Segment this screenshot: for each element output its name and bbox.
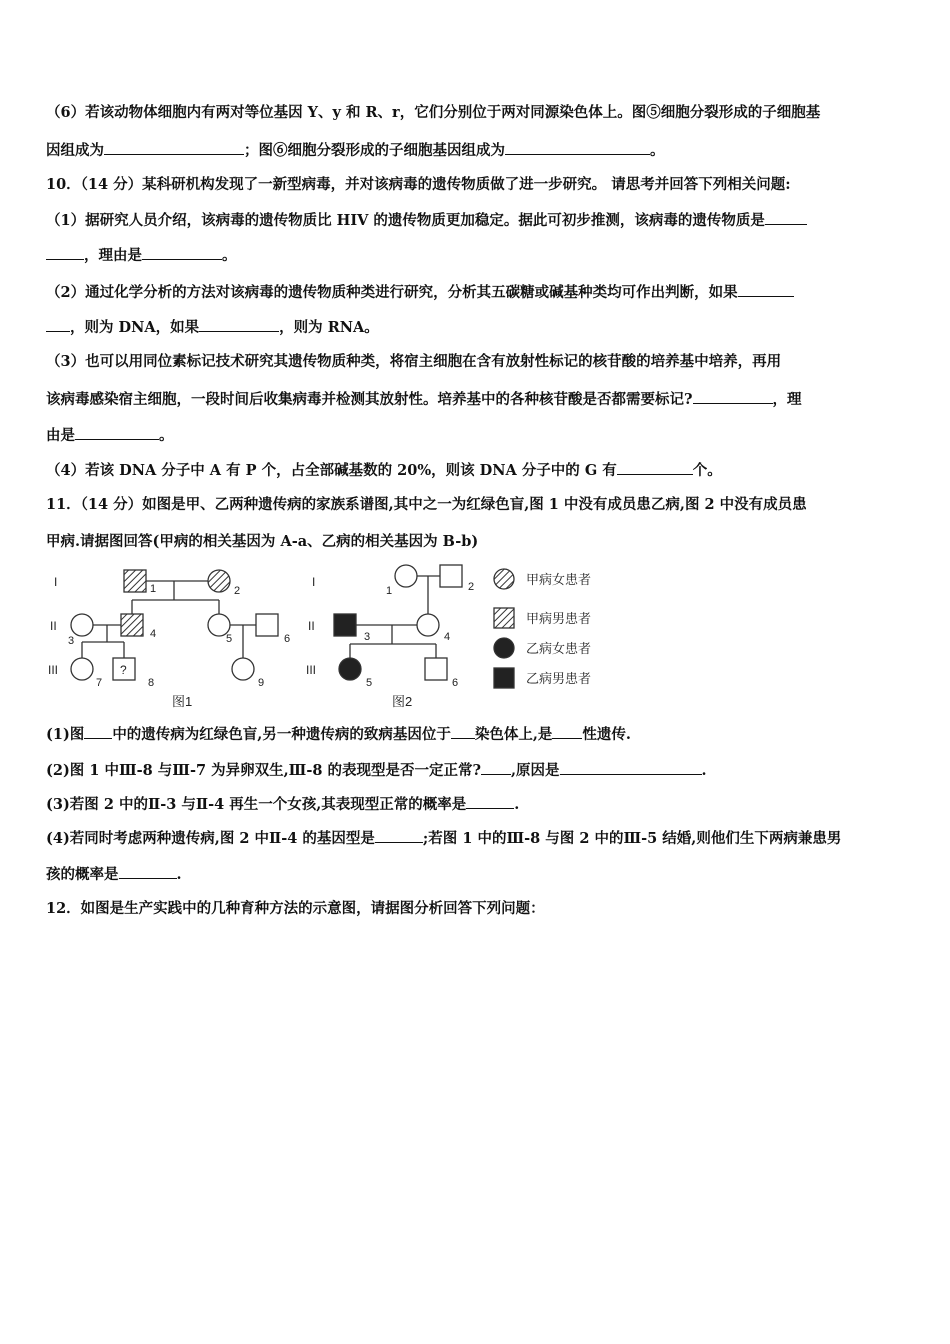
answer-blank[interactable] <box>451 724 475 739</box>
fig1-i2-affected-female <box>208 570 230 592</box>
fig2-num-6: 6 <box>452 677 459 689</box>
answer-blank[interactable] <box>617 460 693 475</box>
fig2-iii6-male <box>425 658 447 680</box>
q11-header2: 甲病.请据图回答(甲病的相关基因为 A-a、乙病的相关基因为 B-b) <box>46 533 479 550</box>
q12-header: 12．如图是生产实践中的几种育种方法的示意图，请据图分析回答下列问题： <box>46 900 545 917</box>
answer-blank[interactable] <box>46 317 70 332</box>
fig2-num-4: 4 <box>444 631 451 643</box>
q11-s3: (3)若图 2 中的Ⅱ-3 与Ⅱ-4 再生一个女孩,其表现型正常的概率是 . <box>46 796 520 813</box>
fig1-iii7-female <box>71 658 93 680</box>
answer-blank[interactable] <box>738 282 794 297</box>
fig1-num-6: 6 <box>284 633 291 645</box>
answer-blank[interactable] <box>199 317 279 332</box>
answer-blank[interactable] <box>505 140 650 155</box>
fig2-num-1: 1 <box>386 585 393 597</box>
answer-blank[interactable] <box>46 245 84 260</box>
legend-label: 乙病女患者 <box>526 641 592 656</box>
fig1-num-5: 5 <box>226 633 233 645</box>
q10-p1-line2: ，理由是 。 <box>46 245 906 266</box>
fig1-num-4: 4 <box>150 628 157 640</box>
answer-blank[interactable] <box>693 389 773 404</box>
fig2-iii5-affected-female <box>339 658 361 680</box>
fig1-ii3-female <box>71 614 93 636</box>
fig1-caption: 图1 <box>172 694 193 709</box>
fig2-num-3: 3 <box>364 631 371 643</box>
answer-blank[interactable] <box>119 864 177 879</box>
fig1-i1-affected-male <box>124 570 146 592</box>
fig2-i1-female <box>395 565 417 587</box>
answer-blank[interactable] <box>104 140 244 155</box>
fig1-num-1: 1 <box>150 583 157 595</box>
answer-blank[interactable] <box>375 828 423 843</box>
unknown-mark: ? <box>120 663 127 677</box>
q10-p2-line2: ，则为 DNA，如果 ，则为 RNA。 <box>46 317 906 338</box>
fig1-num-7: 7 <box>96 677 103 689</box>
fig1-num-3: 3 <box>68 635 75 647</box>
q11-s2: (2)图 1 中Ⅲ-8 与Ⅲ-7 为异卵双生,Ⅲ-8 的表现型是否一定正常? ,原因是 . <box>46 762 707 779</box>
fig1-iii9-female <box>232 658 254 680</box>
gen-label-iii: III <box>48 663 59 677</box>
answer-blank[interactable] <box>84 724 112 739</box>
q10-p3-line1: （3）也可以用同位素标记技术研究其遗传物质种类，将宿主细胞在含有放射性标记的核苷酸的培养基中培养，再用 <box>46 353 782 370</box>
q6-line2: 因组成为 ；图⑥细胞分裂形成的子细胞基因组成为 。 <box>46 142 665 159</box>
fig1-num-8: 8 <box>148 677 155 689</box>
answer-blank[interactable] <box>142 245 222 260</box>
fig2-ii4-female <box>417 614 439 636</box>
fig1-num-9: 9 <box>258 677 265 689</box>
q11-s4-line1: (4)若同时考虑两种遗传病,图 2 中Ⅱ-4 的基因型是 ;若图 1 中的Ⅲ-8 与图 2 中的Ⅲ-5 结婚,则他们生下两病兼患男 <box>46 830 842 847</box>
fig1-ii6-male <box>256 614 278 636</box>
fig2-i2-male <box>440 565 462 587</box>
legend-black-female-symbol <box>494 638 514 658</box>
fig2-num-2: 2 <box>468 581 475 593</box>
fig2-gen-label-iii: III <box>306 663 317 677</box>
fig2-gen-label-i: I <box>312 575 316 589</box>
q10-p4: （4）若该 DNA 分子中 A 有 P 个，占全部碱基数的 20%，则该 DNA 分子中的 G 有 个。 <box>46 462 722 479</box>
answer-blank[interactable] <box>75 425 159 440</box>
answer-blank[interactable] <box>466 794 514 809</box>
legend-black-male-symbol <box>494 668 514 688</box>
q10-p3-line3: 由是 。 <box>46 427 174 444</box>
answer-blank[interactable] <box>765 210 807 225</box>
answer-blank[interactable] <box>560 760 702 775</box>
legend-hatched-female-symbol <box>494 569 514 589</box>
fig2-ii3-affected-male <box>334 614 356 636</box>
q11-s1: (1)图 中的遗传病为红绿色盲,另一种遗传病的致病基因位于 染色体上,是 性遗传. <box>46 726 631 743</box>
fig1-num-2: 2 <box>234 585 241 597</box>
q10-header: 10．（14 分）某科研机构发现了一新型病毒，并对该病毒的遗传物质做了进一步研究。 请思考并回答下列相关问题: <box>46 176 791 193</box>
legend-label: 乙病男患者 <box>526 671 592 686</box>
pedigree-figure <box>44 562 614 712</box>
q10-p1-line1: （1）据研究人员介绍，该病毒的遗传物质比 HIV 的遗传物质更加稳定。据此可初步推测，该病毒的遗传物质是 <box>46 210 906 231</box>
answer-blank[interactable] <box>481 760 511 775</box>
answer-blank[interactable] <box>552 724 582 739</box>
pedigree-svg <box>44 562 614 712</box>
fig2-caption: 图2 <box>392 694 413 709</box>
q6-line1: （6）若该动物体细胞内有两对等位基因 Y、y 和 R、r，它们分别位于两对同源染色体上。图⑤细胞分裂形成的子细胞基 <box>46 104 821 121</box>
q10-p2-line1: （2）通过化学分析的方法对该病毒的遗传物质种类进行研究，分析其五碳糖或碱基种类均可作出判断，如果 <box>46 282 906 303</box>
q11-header: 11．（14 分）如图是甲、乙两种遗传病的家族系谱图,其中之一为红绿色盲,图 1 中没有成员患乙病,图 2 中没有成员患 <box>46 496 807 513</box>
fig1-ii4-affected-male <box>121 614 143 636</box>
q11-s4-line2: 孩的概率是 . <box>46 866 182 883</box>
fig2-num-5: 5 <box>366 677 373 689</box>
legend-label: 甲病男患者 <box>526 611 592 626</box>
q10-p3-line2: 该病毒感染宿主细胞，一段时间后收集病毒并检测其放射性。培养基中的各种核苷酸是否都需要标记? ，理 <box>46 391 802 408</box>
legend-label: 甲病女患者 <box>526 572 592 587</box>
fig2-gen-label-ii: II <box>308 619 315 633</box>
gen-label-ii: II <box>50 619 57 633</box>
legend-hatched-male-symbol <box>494 608 514 628</box>
gen-label-i: I <box>54 575 58 589</box>
